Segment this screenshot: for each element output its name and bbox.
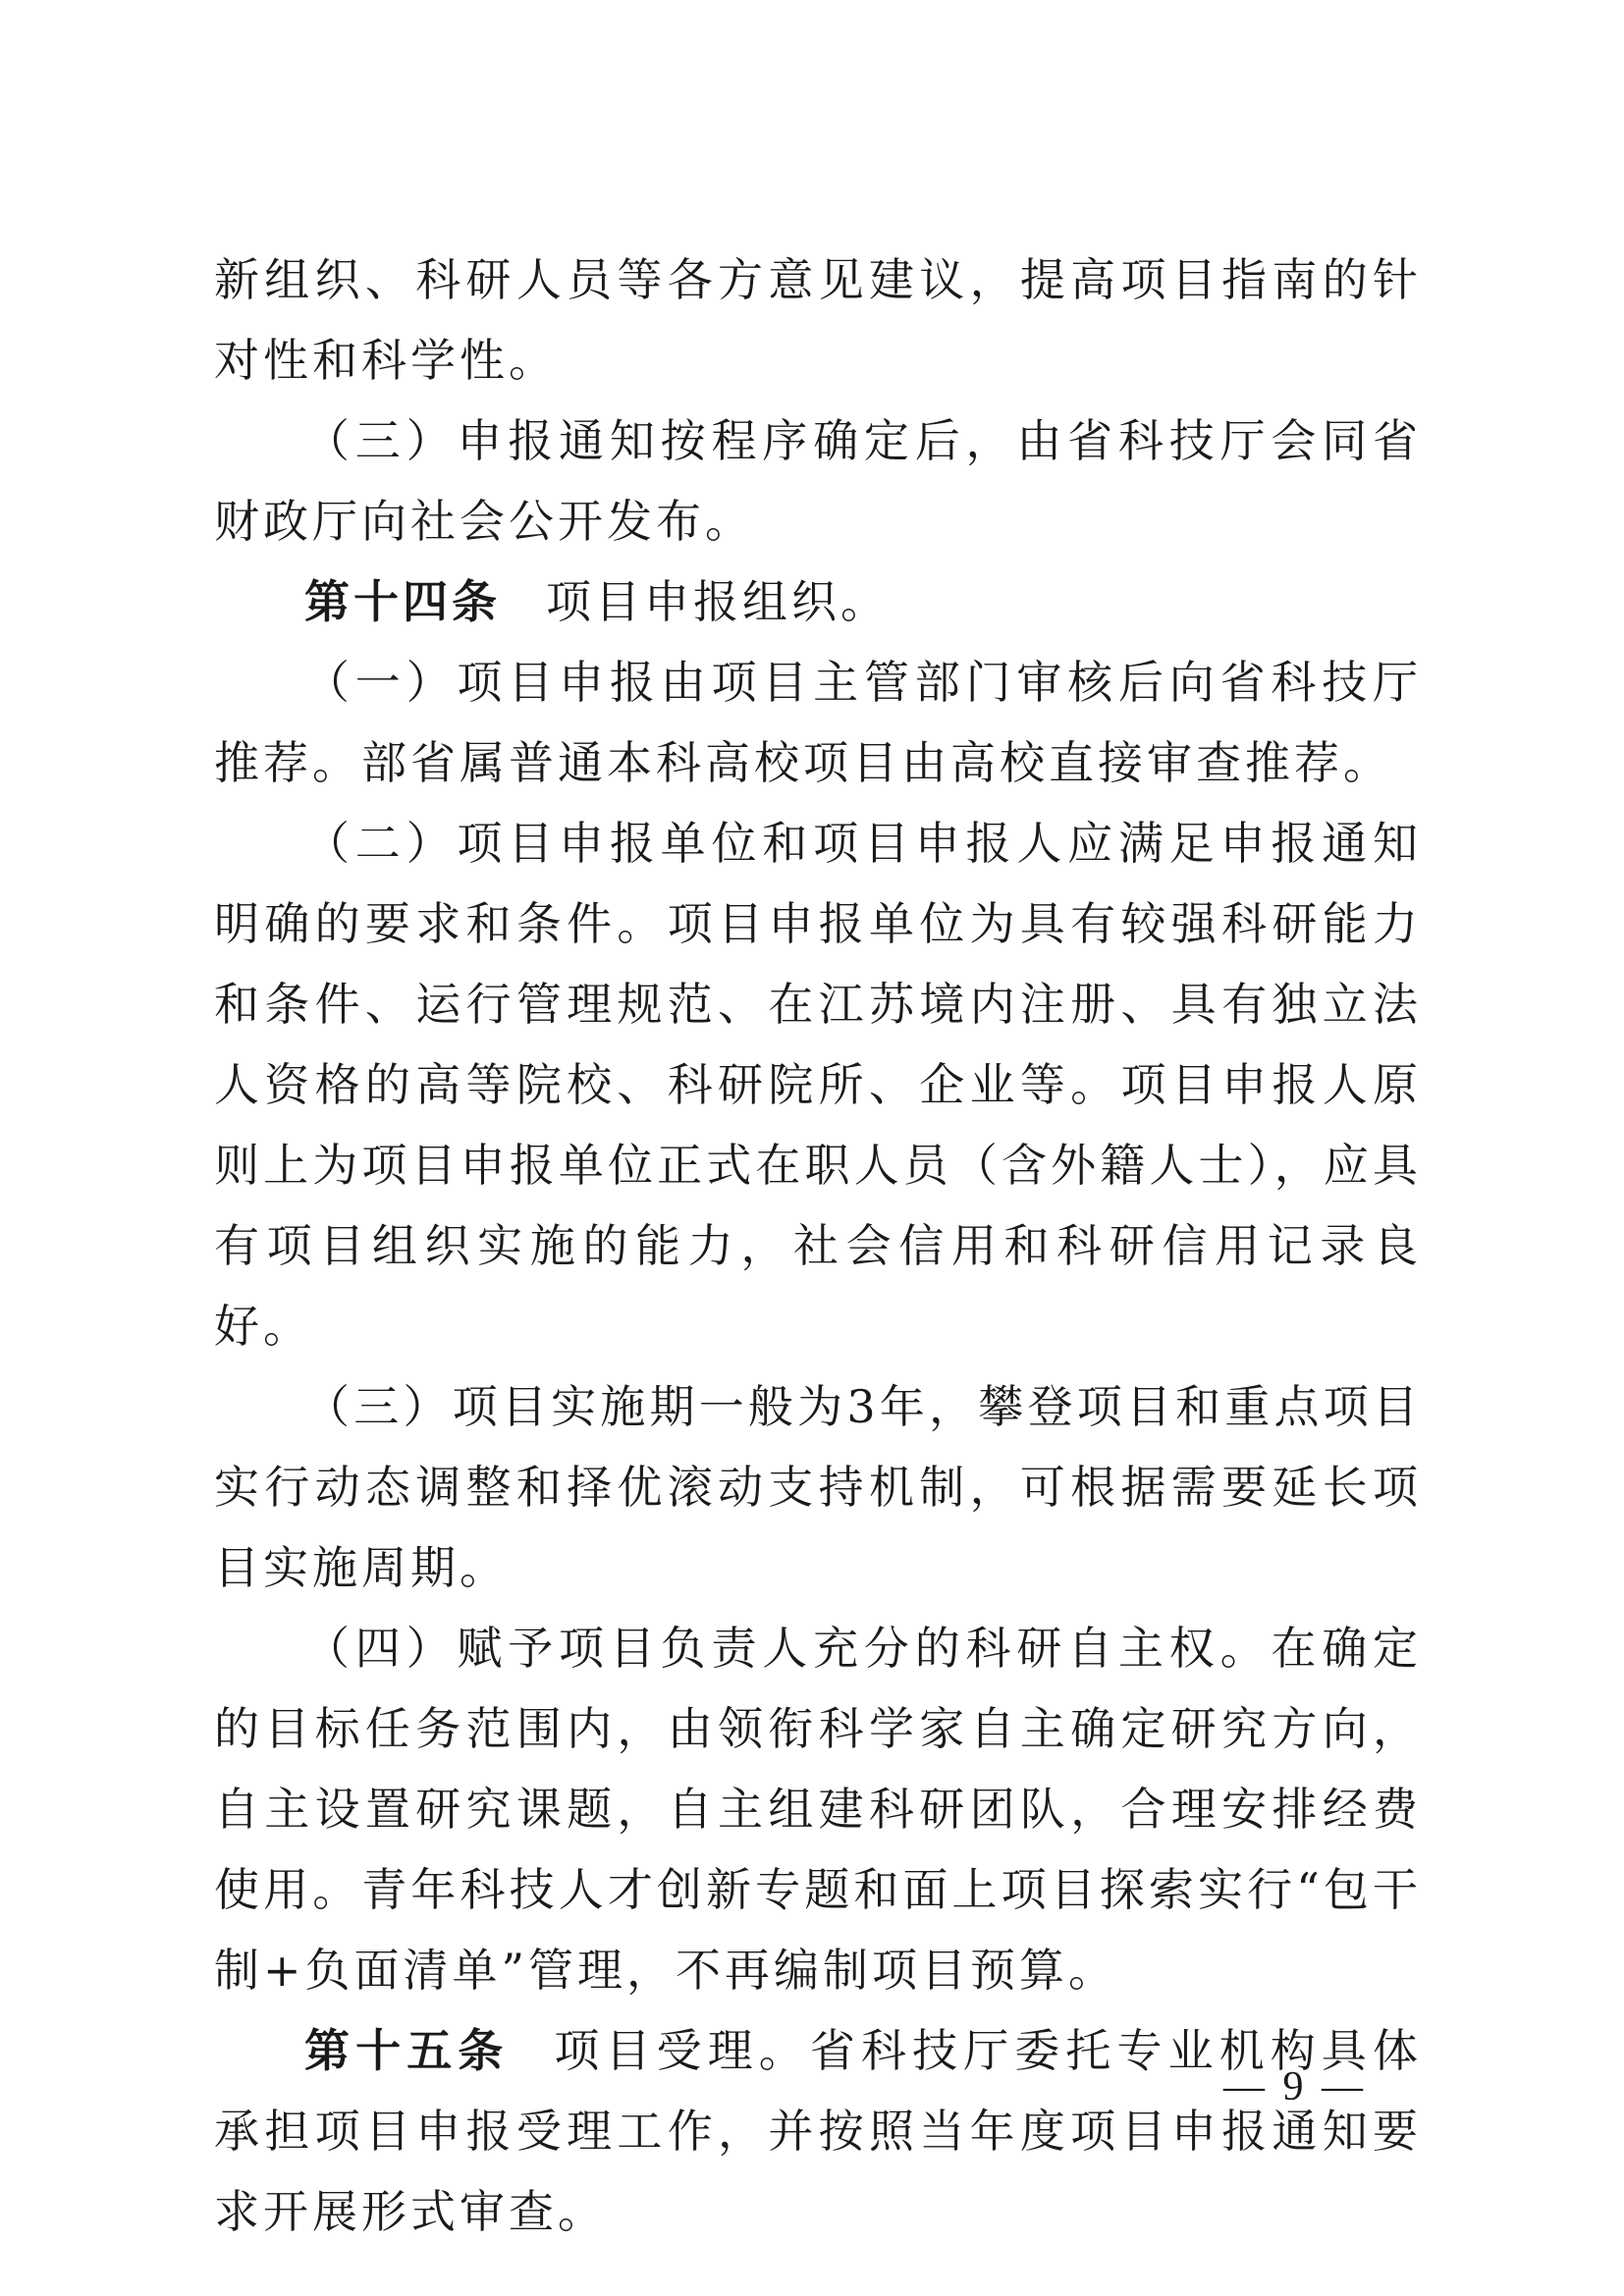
paragraph-text: （四）赋予项目负责人充分的科研自主权。在确定的目标任务范围内，由领衔科学家自主确定研究方向，自主设置研究课题，自主组建科研团队，合理安排经费使用。青年科技人才创新专题和面上项目探索实行“包干制+负面清单”管理，不再编制项目预算。 bbox=[214, 1622, 1422, 1997]
paragraph-text: （一）项目申报由项目主管部门审核后向省科技厅推荐。部省属普通本科高校项目由高校直接审查推荐。 bbox=[214, 656, 1422, 789]
paragraph-item-three bbox=[214, 400, 1422, 561]
paragraph-text: （三）申报通知按程序确定后，由省科技厅会同省财政厅向社会公开发布。 bbox=[214, 414, 1422, 548]
article-title: 第十四条 bbox=[304, 575, 501, 628]
document-body bbox=[214, 240, 1422, 2252]
paragraph-text: 新组织、科研人员等各方意见建议，提高项目指南的针对性和科学性。 bbox=[214, 253, 1422, 387]
paragraph-text: （三）项目实施期一般为3年，攀登项目和重点项目实行动态调整和择优滚动支持机制，可根据需要延长项目实施周期。 bbox=[214, 1380, 1422, 1594]
article-text: 项目申报组织。 bbox=[546, 575, 890, 628]
article-title: 第十五条 bbox=[304, 2024, 510, 2077]
paragraph-item-one bbox=[214, 642, 1422, 803]
paragraph-continuation bbox=[214, 240, 1422, 400]
page-number: — 9 — bbox=[1223, 2064, 1367, 2109]
article-text: 项目受理。省科技厅委托专业机构具体承担项目申报受理工作，并按照当年度项目申报通知要求开展形式审查。 bbox=[214, 2024, 1423, 2238]
article-fifteen bbox=[214, 2010, 1422, 2252]
paragraph-item-two bbox=[214, 803, 1422, 1366]
paragraph-item-four bbox=[214, 1608, 1422, 2010]
paragraph-item-three-b bbox=[214, 1366, 1422, 1608]
paragraph-text: （二）项目申报单位和项目申报人应满足申报通知明确的要求和条件。项目申报单位为具有较强科研能力和条件、运行管理规范、在江苏境内注册、具有独立法人资格的高等院校、科研院所、企业等。项目申报人原则上为项目申报单位正式在职人员（含外籍人士），应具有项目组织实施的能力，社会信用和科研信用记录良好。 bbox=[214, 817, 1422, 1353]
article-fourteen bbox=[214, 561, 1422, 642]
